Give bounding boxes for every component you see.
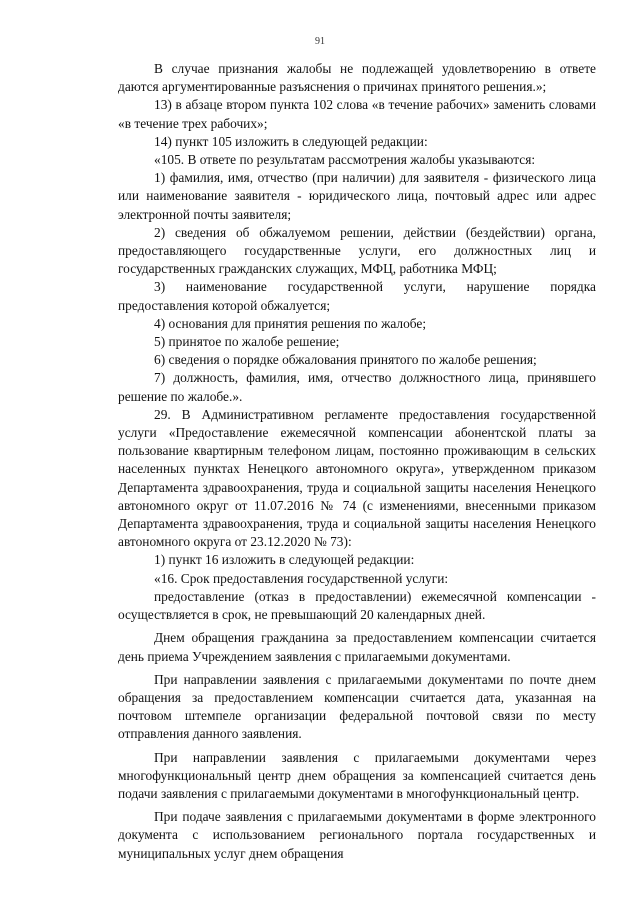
paragraph: Днем обращения гражданина за предоставлением компенсации считается день приема Учреждением заявления с прилагаемыми документами.: [118, 630, 596, 664]
paragraph: При направлении заявления с прилагаемыми документами через многофункциональный центр днем обращения за компенсацией считается день подачи заявления с прилагаемыми документами в многофункциональный центр.: [118, 749, 596, 801]
paragraph: «16. Срок предоставления государственной услуги:: [154, 570, 449, 586]
paragraph: 1) пункт 16 изложить в следующей редакции:: [154, 552, 415, 568]
paragraph: 6) сведения о порядке обжалования принятого по жалобе решения;: [154, 352, 537, 368]
paragraph: 7) должность, фамилия, имя, отчество должностного лица, принявшего решение по жалобе.».: [118, 370, 596, 404]
paragraph: 4) основания для принятия решения по жалобе;: [154, 315, 427, 331]
paragraph: 13) в абзаце втором пункта 102 слова «в течение рабочих» заменить словами «в течение трех рабочих»;: [118, 97, 596, 131]
document-body: [118, 60, 596, 863]
paragraph: В случае признания жалобы не подлежащей удовлетворению в ответе даются аргументированные разъяснения о причинах принятого решения.»;: [118, 61, 596, 95]
paragraph: 5) принятое по жалобе решение;: [154, 334, 340, 350]
paragraph: «105. В ответе по результатам рассмотрения жалобы указываются:: [154, 152, 536, 168]
paragraph: При направлении заявления с прилагаемыми документами по почте днем обращения за предоставлением компенсации считается дата, указанная на почтовом штемпеле организации федеральной почтовой связи по месту отправления данного заявления.: [118, 671, 596, 742]
paragraph: 29. В Административном регламенте предоставления государственной услуги «Предоставление ежемесячной компенсации абонентской платы за пользование квартирным телефоном лицам, постоянно проживающим в сельских населенных пунктах Ненецкого автономного округа», утвержденном приказом Департамента здравоохранения, труда и социальной защиты населения Ненецкого автономного округ от 11.07.2016 № 74 (с изменениями, внесенными приказом Департамента здравоохранения, труда и социальной защиты населения Ненецкого автономного округа от 23.12.2020 № 73):: [118, 406, 596, 550]
page-number: 91: [315, 36, 325, 47]
paragraph: предоставление (отказ в предоставлении) ежемесячной компенсации - осуществляется в срок, не превышающий 20 календарных дней.: [118, 588, 596, 623]
paragraph: 14) пункт 105 изложить в следующей редакции:: [154, 133, 428, 149]
paragraph: 2) сведения об обжалуемом решении, действии (бездействии) органа, предоставляющего государственные услуги, его должностных лиц и государственных гражданских служащих, МФЦ, работника МФЦ;: [118, 224, 596, 277]
paragraph: 1) фамилия, имя, отчество (при наличии) для заявителя - физического лица или наименование заявителя - юридического лица, почтовый адрес или адрес электронной почты заявителя;: [118, 170, 596, 222]
paragraph: При подаче заявления с прилагаемыми документами в форме электронного документа с использованием регионального портала государственных и муниципальных услуг днем обращения: [118, 809, 596, 861]
paragraph: 3) наименование государственной услуги, нарушение порядка предоставления которой обжалуется;: [118, 279, 596, 313]
